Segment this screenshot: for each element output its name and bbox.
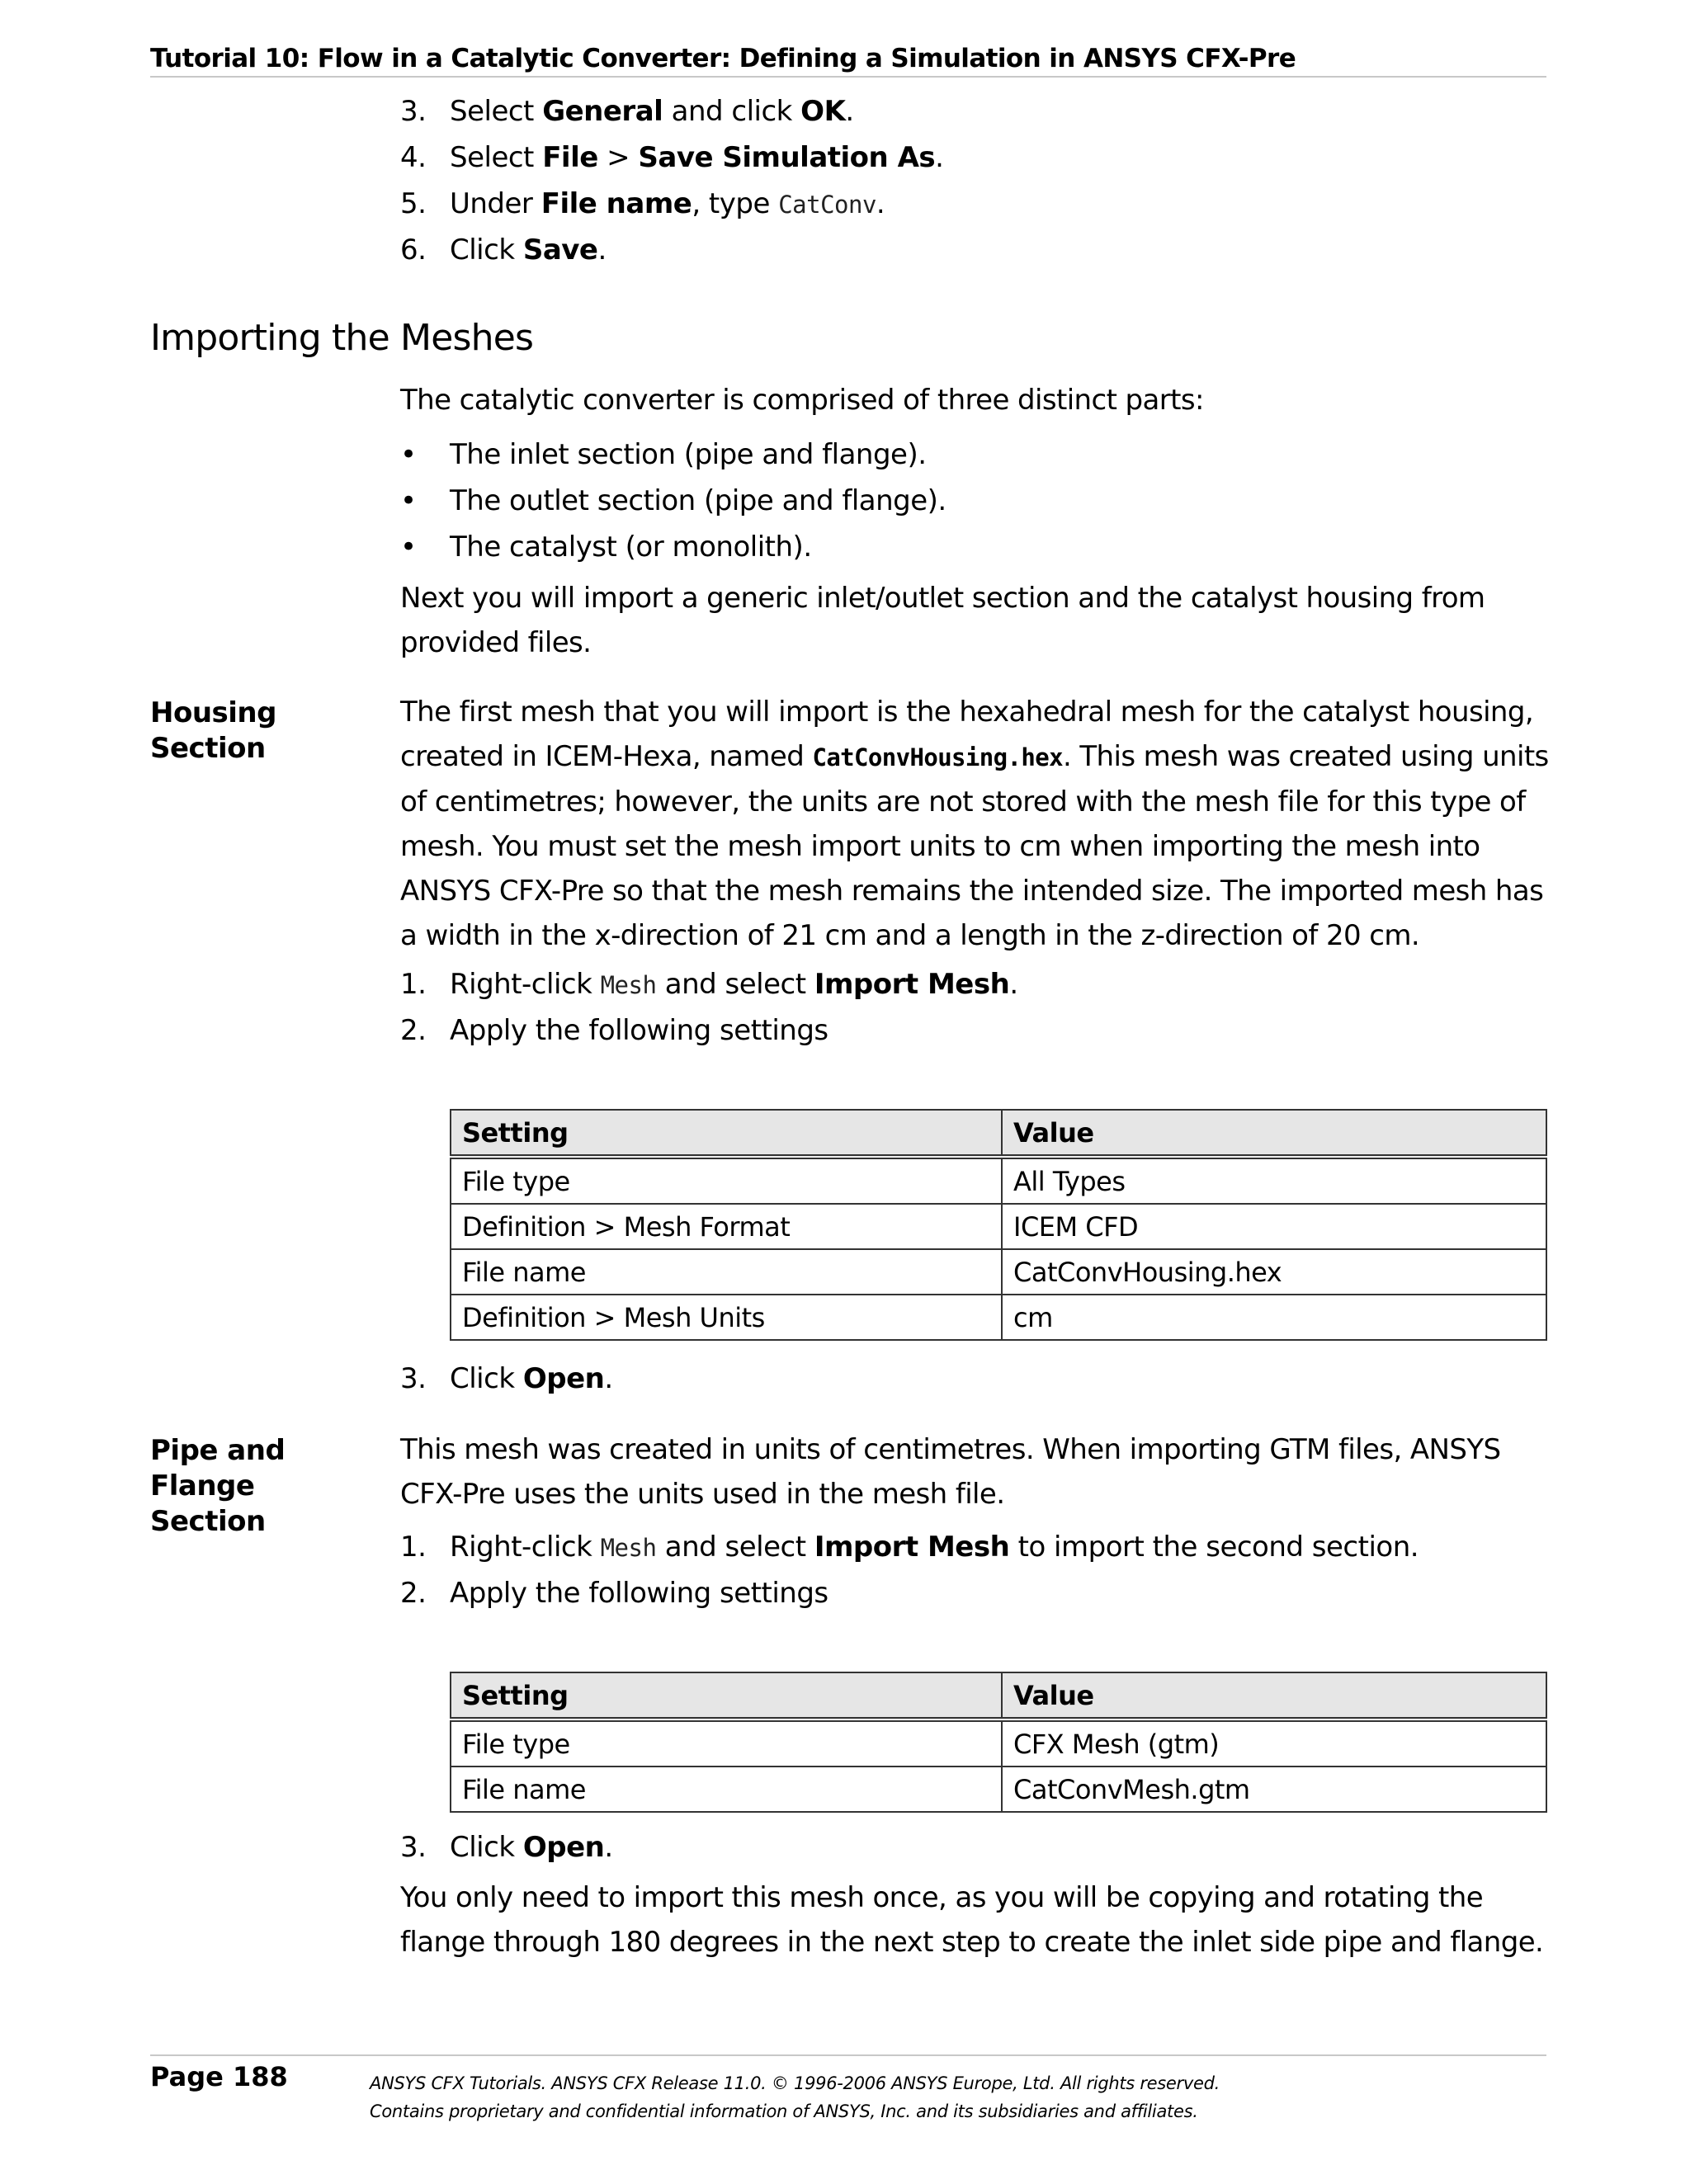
step-text: >	[597, 141, 639, 174]
header-divider	[150, 76, 1546, 78]
bullet-icon: •	[400, 531, 417, 564]
table-cell: Definition > Mesh Format	[451, 1204, 1002, 1249]
step-text: .	[604, 1831, 613, 1864]
housing-settings-table	[450, 1109, 1547, 1341]
step-item	[400, 233, 607, 267]
ui-term: Open	[522, 1362, 605, 1395]
pipe-section-label	[150, 1433, 389, 1540]
table-cell: CFX Mesh (gtm)	[1002, 1719, 1546, 1767]
bullet-text: The outlet section (pipe and flange).	[450, 484, 946, 517]
bullet-text: The inlet section (pipe and flange).	[450, 438, 927, 471]
table-cell: File type	[451, 1719, 1002, 1767]
bullet-item	[400, 531, 812, 564]
label-line: Pipe and Flange	[150, 1434, 286, 1502]
step-text: .	[935, 141, 944, 174]
step-number: 1.	[400, 1531, 427, 1564]
step-number: 6.	[400, 233, 427, 267]
step-text: Click	[450, 1831, 523, 1864]
ui-term: File	[542, 141, 598, 174]
table-cell: Definition > Mesh Units	[451, 1295, 1002, 1340]
running-header: Tutorial 10: Flow in a Catalytic Converter: Defining a Simulation in ANSYS CFX-Pre	[150, 44, 1296, 73]
table-header-cell: Value	[1002, 1110, 1546, 1157]
footer-line: Contains proprietary and confidential information of ANSYS, Inc. and its subsidiaries and affiliates.	[370, 2101, 1198, 2121]
ui-term: OK	[800, 95, 846, 128]
step-text: Click	[450, 233, 523, 267]
ui-term: Open	[522, 1831, 605, 1864]
ui-term: Save	[522, 233, 598, 267]
step-number: 1.	[400, 968, 427, 1001]
step-number: 3.	[400, 1831, 427, 1864]
step-item	[400, 1577, 828, 1610]
table-header-cell: Setting	[451, 1672, 1002, 1719]
step-item	[400, 1831, 613, 1864]
table-cell: File name	[451, 1249, 1002, 1295]
ui-term: Import Mesh	[814, 1531, 1010, 1564]
table-row	[451, 1767, 1546, 1812]
label-line: Section	[150, 1505, 266, 1538]
step-number: 4.	[400, 141, 427, 174]
step-text: , type	[692, 187, 779, 220]
intro-paragraph: The catalytic converter is comprised of three distinct parts:	[400, 384, 1204, 417]
step-text: Select	[450, 141, 543, 174]
step-item	[400, 187, 885, 221]
table-row	[451, 1719, 1546, 1767]
table-header-cell: Value	[1002, 1672, 1546, 1719]
ui-term: Import Mesh	[814, 968, 1010, 1001]
step-text: .	[845, 95, 854, 128]
table-header-row	[451, 1672, 1546, 1719]
ui-term: Save Simulation As	[638, 141, 936, 174]
footer-line: ANSYS CFX Tutorials. ANSYS CFX Release 11.0. © 1996-2006 ANSYS Europe, Ltd. All rights reserved.	[370, 2073, 1220, 2093]
paragraph-text: The first mesh that you will import is the hexahedral mesh for the catalyst housing, created in ICEM-Hexa, named	[400, 696, 1534, 773]
closing-paragraph: You only need to import this mesh once, as you will be copying and rotating the flange through 180 degrees in the next step to create the inlet side pipe and flange.	[400, 1881, 1544, 1959]
bullet-item	[400, 438, 927, 471]
step-text: .	[604, 1362, 613, 1395]
bullet-icon: •	[400, 438, 417, 471]
pipe-paragraph: This mesh was created in units of centimetres. When importing GTM files, ANSYS CFX-Pre uses the units used in the mesh file.	[400, 1433, 1501, 1511]
step-item	[400, 95, 854, 128]
step-text: Apply the following settings	[450, 1577, 828, 1610]
paragraph-text: . This mesh was created using units of centimetres; however, the units are not stored with the mesh file for this type of mesh. You must set the mesh import units to cm when importing the mesh into ANSYS CFX-Pre so that the mesh remains the intended size. The imported mesh has a width in the x-direction of 21 cm and a length in the z-direction of 20 cm.	[400, 740, 1549, 952]
step-text: .	[876, 187, 885, 220]
code-filename: CatConvHousing.hex	[812, 743, 1063, 771]
step-number: 2.	[400, 1014, 427, 1047]
table-row	[451, 1249, 1546, 1295]
step-text: and select	[656, 968, 814, 1001]
ui-term: General	[542, 95, 663, 128]
table-row	[451, 1204, 1546, 1249]
bullet-item	[400, 484, 946, 517]
code-term: Mesh	[600, 971, 657, 999]
step-item	[400, 968, 1018, 1002]
table-cell: File name	[451, 1767, 1002, 1812]
step-item	[400, 1362, 613, 1395]
pipe-settings-table	[450, 1672, 1547, 1813]
table-cell: File type	[451, 1157, 1002, 1204]
step-number: 2.	[400, 1577, 427, 1610]
table-cell: cm	[1002, 1295, 1546, 1340]
page-number: Page 188	[150, 2061, 288, 2092]
step-text: .	[1009, 968, 1018, 1001]
table-header-cell: Setting	[451, 1110, 1002, 1157]
table-cell: CatConvHousing.hex	[1002, 1249, 1546, 1295]
step-text: and click	[663, 95, 801, 128]
table-header-row	[451, 1110, 1546, 1157]
step-text: Right-click	[450, 1531, 601, 1564]
step-number: 5.	[400, 187, 427, 220]
table-cell: ICEM CFD	[1002, 1204, 1546, 1249]
table-cell: CatConvMesh.gtm	[1002, 1767, 1546, 1812]
step-text: Click	[450, 1362, 523, 1395]
ui-term: File name	[541, 187, 692, 220]
table-row	[451, 1157, 1546, 1204]
code-filename: CatConv	[778, 191, 876, 219]
step-item	[400, 1014, 828, 1047]
bullet-text: The catalyst (or monolith).	[450, 531, 812, 564]
next-paragraph: Next you will import a generic inlet/outlet section and the catalyst housing from provided files.	[400, 582, 1485, 659]
step-item	[400, 1531, 1419, 1564]
step-text: to import the second section.	[1009, 1531, 1419, 1564]
step-number: 3.	[400, 95, 427, 128]
footer-divider	[150, 2054, 1546, 2056]
step-text: Select	[450, 95, 543, 128]
step-text: .	[597, 233, 607, 267]
housing-paragraph	[400, 690, 1551, 958]
step-text: Right-click	[450, 968, 601, 1001]
step-text: Under	[450, 187, 541, 220]
copyright-notice	[370, 2069, 1220, 2125]
step-item	[400, 141, 943, 174]
table-row	[451, 1295, 1546, 1340]
table-cell: All Types	[1002, 1157, 1546, 1204]
housing-section-label: Housing Section	[150, 696, 276, 765]
step-text: and select	[656, 1531, 814, 1564]
bullet-icon: •	[400, 484, 417, 517]
code-term: Mesh	[600, 1534, 657, 1562]
section-heading: Importing the Meshes	[150, 317, 534, 359]
step-text: Apply the following settings	[450, 1014, 828, 1047]
step-number: 3.	[400, 1362, 427, 1395]
